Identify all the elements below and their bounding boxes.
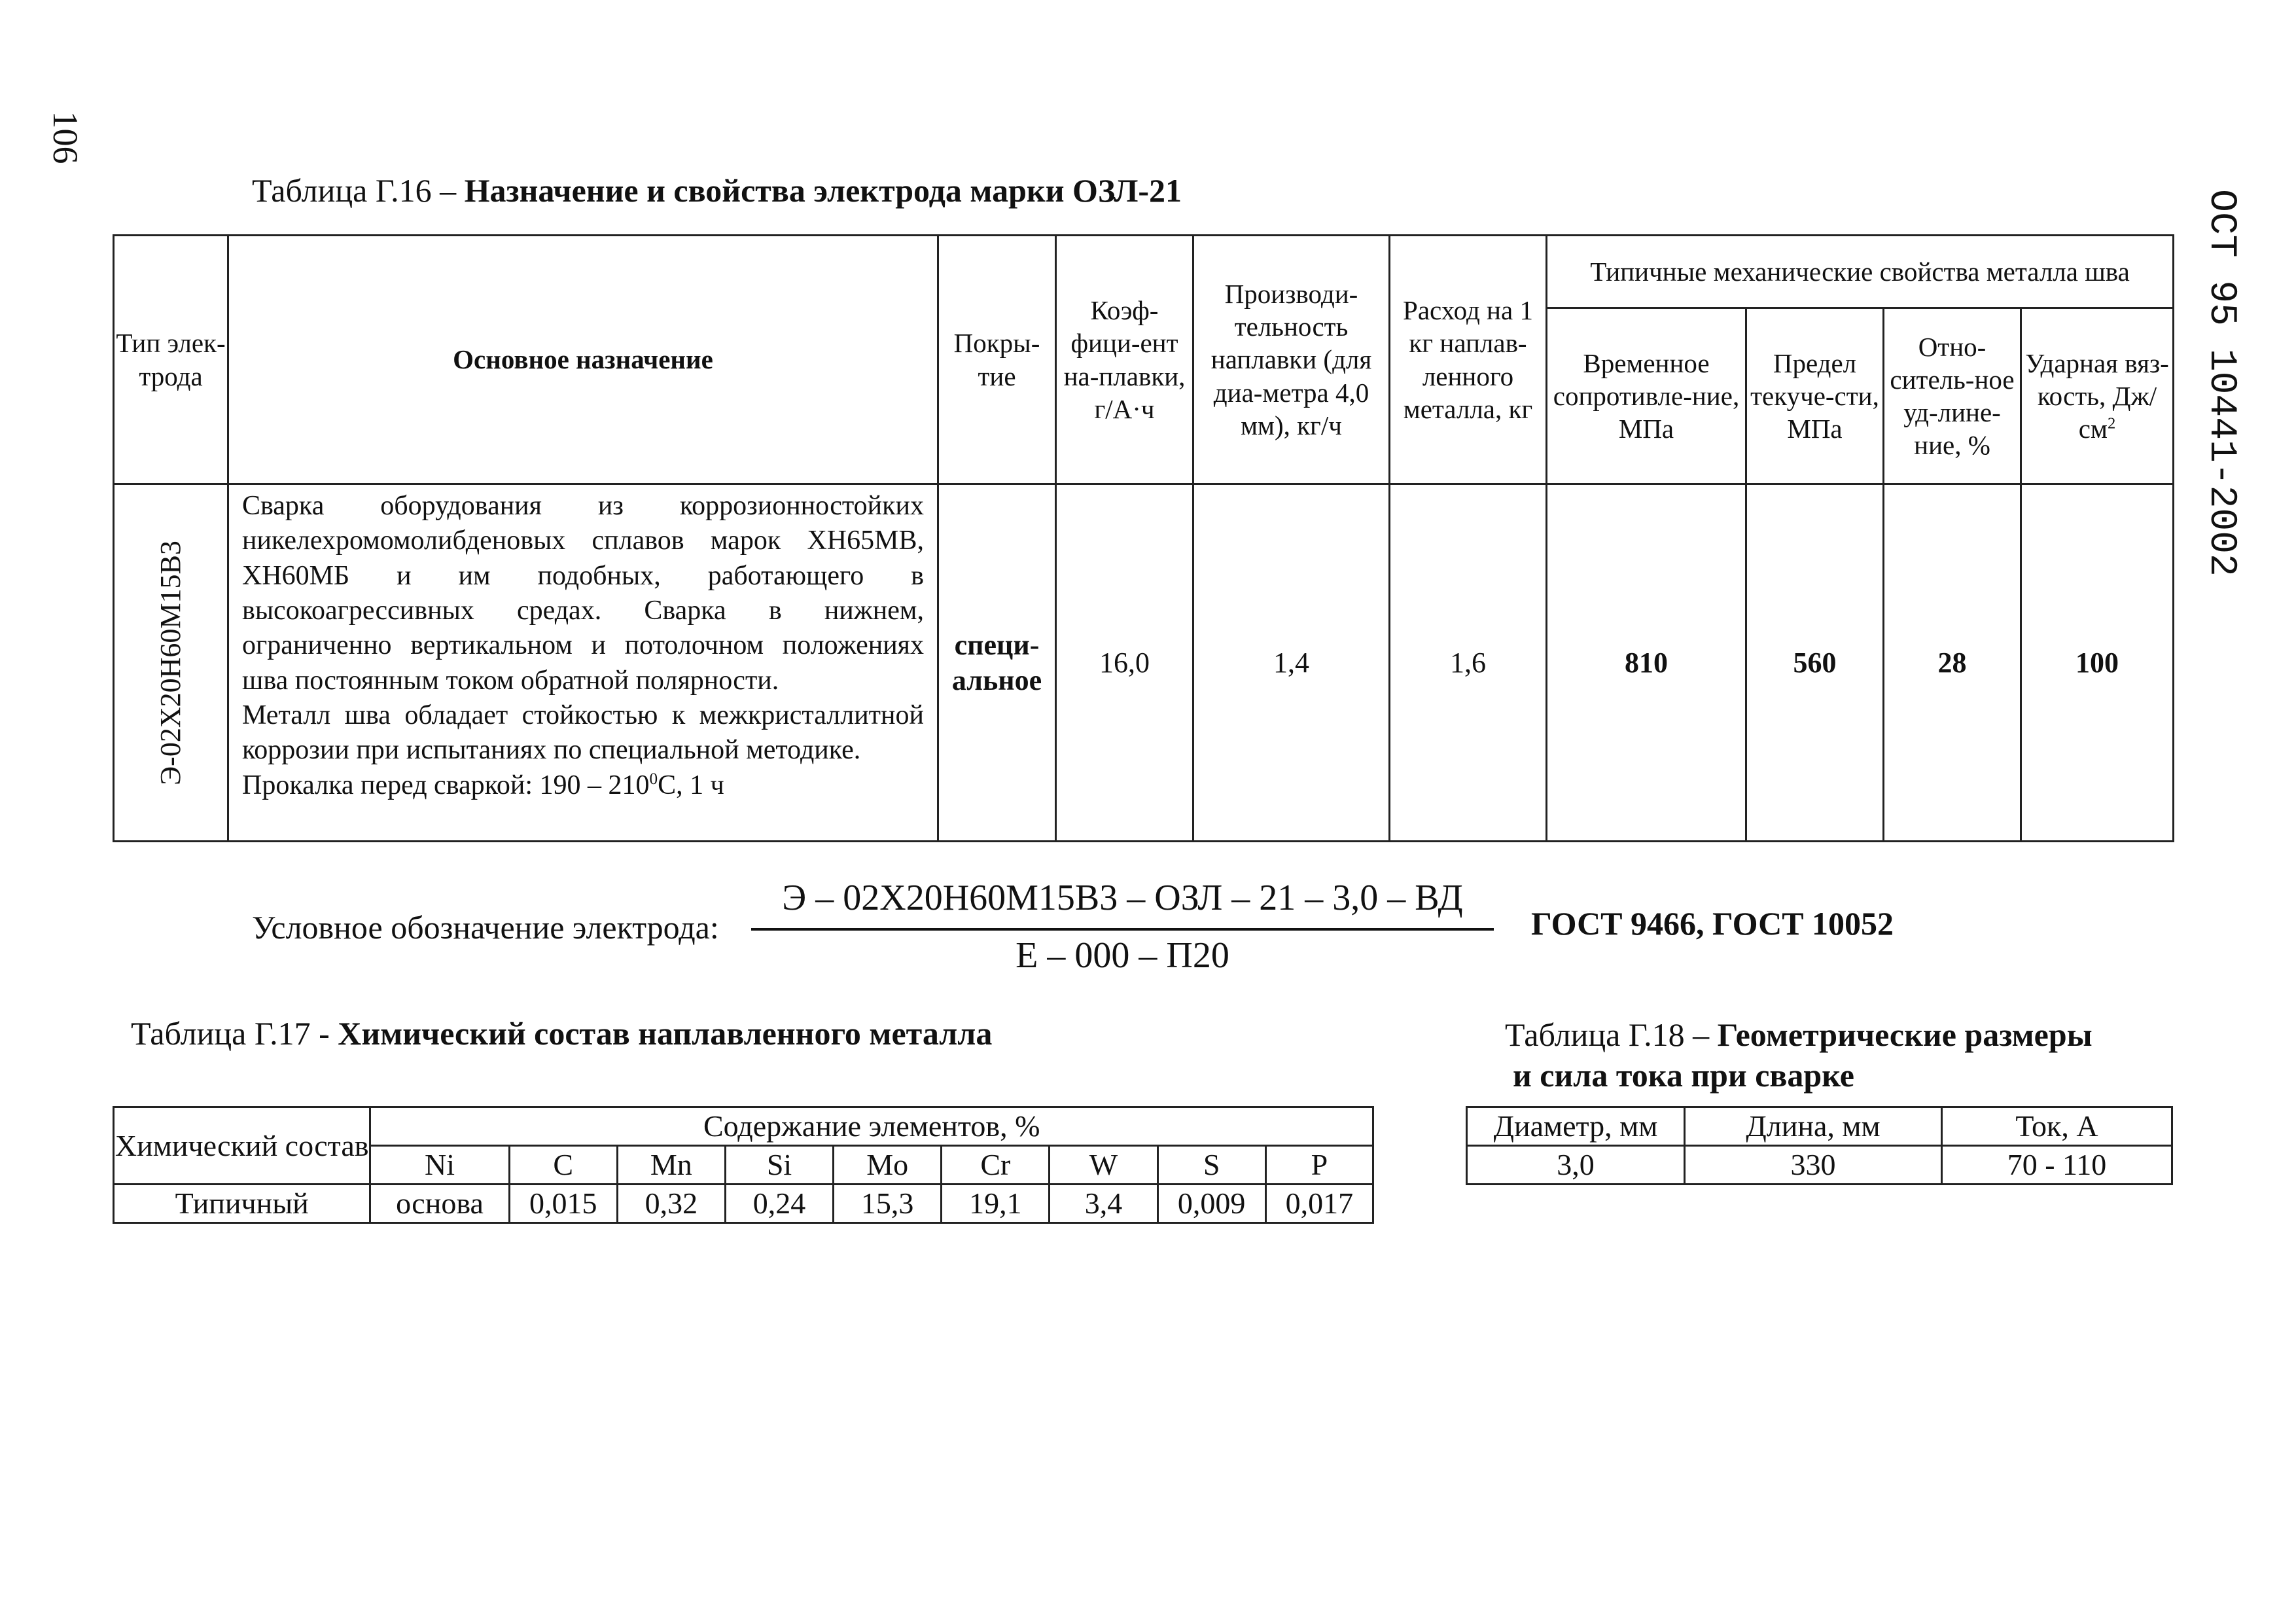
calcination-text: Прокалка перед сваркой: 190 – 210 — [242, 770, 650, 800]
value-current: 70 - 110 — [1942, 1146, 2172, 1185]
header-diameter: Диаметр, мм — [1467, 1107, 1685, 1146]
header-current: Ток, А — [1942, 1107, 2172, 1146]
designation-standards: ГОСТ 9466, ГОСТ 10052 — [1531, 905, 1894, 942]
value-diameter: 3,0 — [1467, 1146, 1685, 1185]
header-consumption: Расход на 1 кг наплав-ленного металла, кг — [1390, 236, 1547, 484]
header-coefficient: Коэф-фици-ент на-плавки, г/А·ч — [1056, 236, 1193, 484]
table-g16-caption — [252, 171, 1182, 209]
value-si: 0,24 — [725, 1185, 833, 1223]
designation-numerator: Э – 02Х20Н60М15В3 – ОЗЛ – 21 – 3,0 – ВД — [782, 878, 1463, 918]
standard-code: ОСТ 95 10441-2002 — [2200, 189, 2243, 577]
element-si: Si — [725, 1146, 833, 1185]
header-impact — [2021, 308, 2174, 484]
header-length: Длина, мм — [1685, 1107, 1942, 1146]
designation-label: Условное обозначение электрода: — [252, 909, 719, 946]
cell-tensile: 810 — [1547, 484, 1746, 842]
cell-type — [114, 484, 228, 842]
element-w: W — [1050, 1146, 1157, 1185]
header-impact-sup: 2 — [2107, 414, 2116, 433]
table-g18-caption-line1: Геометрические размеры — [1717, 1016, 2093, 1053]
element-p: P — [1265, 1146, 1373, 1185]
purpose-paragraph-3 — [242, 768, 924, 803]
electrode-type: Э-02Х20Н60М15В3 — [154, 540, 187, 785]
value-w: 3,4 — [1050, 1185, 1157, 1223]
header-purpose: Основное назначение — [228, 236, 938, 484]
value-p: 0,017 — [1265, 1185, 1373, 1223]
value-length: 330 — [1685, 1146, 1942, 1185]
table-g18-caption-prefix: Таблица Г.18 – — [1505, 1016, 1718, 1053]
header-chem-composition: Химический состав — [114, 1107, 370, 1185]
table-g16 — [113, 234, 2174, 842]
designation-denominator: Е – 000 – П20 — [1016, 935, 1229, 976]
cell-consumption: 1,6 — [1390, 484, 1547, 842]
row-label-typical: Типичный — [114, 1185, 370, 1223]
element-ni: Ni — [370, 1146, 509, 1185]
cell-purpose — [228, 484, 938, 842]
cell-impact: 100 — [2021, 484, 2174, 842]
table-g17-caption-title: Химический состав наплавленного металла — [338, 1015, 993, 1052]
purpose-paragraph-2: Металл шва обладает стойкостью к межкристаллитной коррозии при испытаниях по специальной методике. — [242, 700, 924, 766]
cell-coating: специ-альное — [938, 484, 1056, 842]
value-cr: 19,1 — [942, 1185, 1050, 1223]
table-g18-caption-line2: и сила тока при сварке — [1513, 1057, 1854, 1094]
table-g17 — [113, 1106, 1374, 1224]
header-yield: Предел текуче-сти, МПа — [1746, 308, 1884, 484]
table-g16-caption-prefix: Таблица Г.16 – — [252, 172, 465, 209]
table-g16-caption-title: Назначение и свойства электрода марки ОЗЛ-21 — [464, 172, 1182, 209]
cell-elongation: 28 — [1884, 484, 2021, 842]
cell-yield: 560 — [1746, 484, 1884, 842]
header-productivity: Производи-тельность наплавки (для диа-метра 4,0 мм), кг/ч — [1193, 236, 1390, 484]
cell-productivity: 1,4 — [1193, 484, 1390, 842]
element-mn: Mn — [617, 1146, 725, 1185]
value-mn: 0,32 — [617, 1185, 725, 1223]
header-type: Тип элек-трода — [114, 236, 228, 484]
header-elongation: Отно-ситель-ное уд-лине-ние, % — [1884, 308, 2021, 484]
header-mech-group: Типичные механические свойства металла шва — [1547, 236, 2174, 308]
header-tensile: Временное сопротивле-ние, МПа — [1547, 308, 1746, 484]
degree-sup: 0 — [649, 770, 658, 788]
table-g18-caption — [1505, 1014, 2093, 1096]
table-g17-caption-prefix: Таблица Г.17 - — [131, 1015, 338, 1052]
table-g18 — [1466, 1106, 2173, 1185]
value-ni: основа — [370, 1185, 509, 1223]
element-mo: Mo — [834, 1146, 942, 1185]
purpose-paragraph-1: Сварка оборудования из коррозионностойких никелехромомолибденовых сплавов марок ХН65МВ, ХН60МБ и им подобных, работающего в высокоагрессивных средах. Сварка в нижнем, ограниченно вертикальном и потолочном положениях шва постоянным током обратной полярности. — [242, 491, 924, 696]
value-mo: 15,3 — [834, 1185, 942, 1223]
calcination-unit: С, 1 ч — [658, 770, 724, 800]
value-s: 0,009 — [1157, 1185, 1265, 1223]
table-g17-caption — [131, 1014, 992, 1052]
value-c: 0,015 — [509, 1185, 617, 1223]
header-element-content: Содержание элементов, % — [370, 1107, 1373, 1146]
element-c: C — [509, 1146, 617, 1185]
header-coating: Покры-тие — [938, 236, 1056, 484]
element-cr: Cr — [942, 1146, 1050, 1185]
designation-fraction-line — [751, 928, 1494, 931]
page-number: 106 — [46, 111, 85, 164]
cell-coefficient: 16,0 — [1056, 484, 1193, 842]
element-s: S — [1157, 1146, 1265, 1185]
header-impact-text: Ударная вяз-кость, Дж/см — [2025, 348, 2169, 444]
